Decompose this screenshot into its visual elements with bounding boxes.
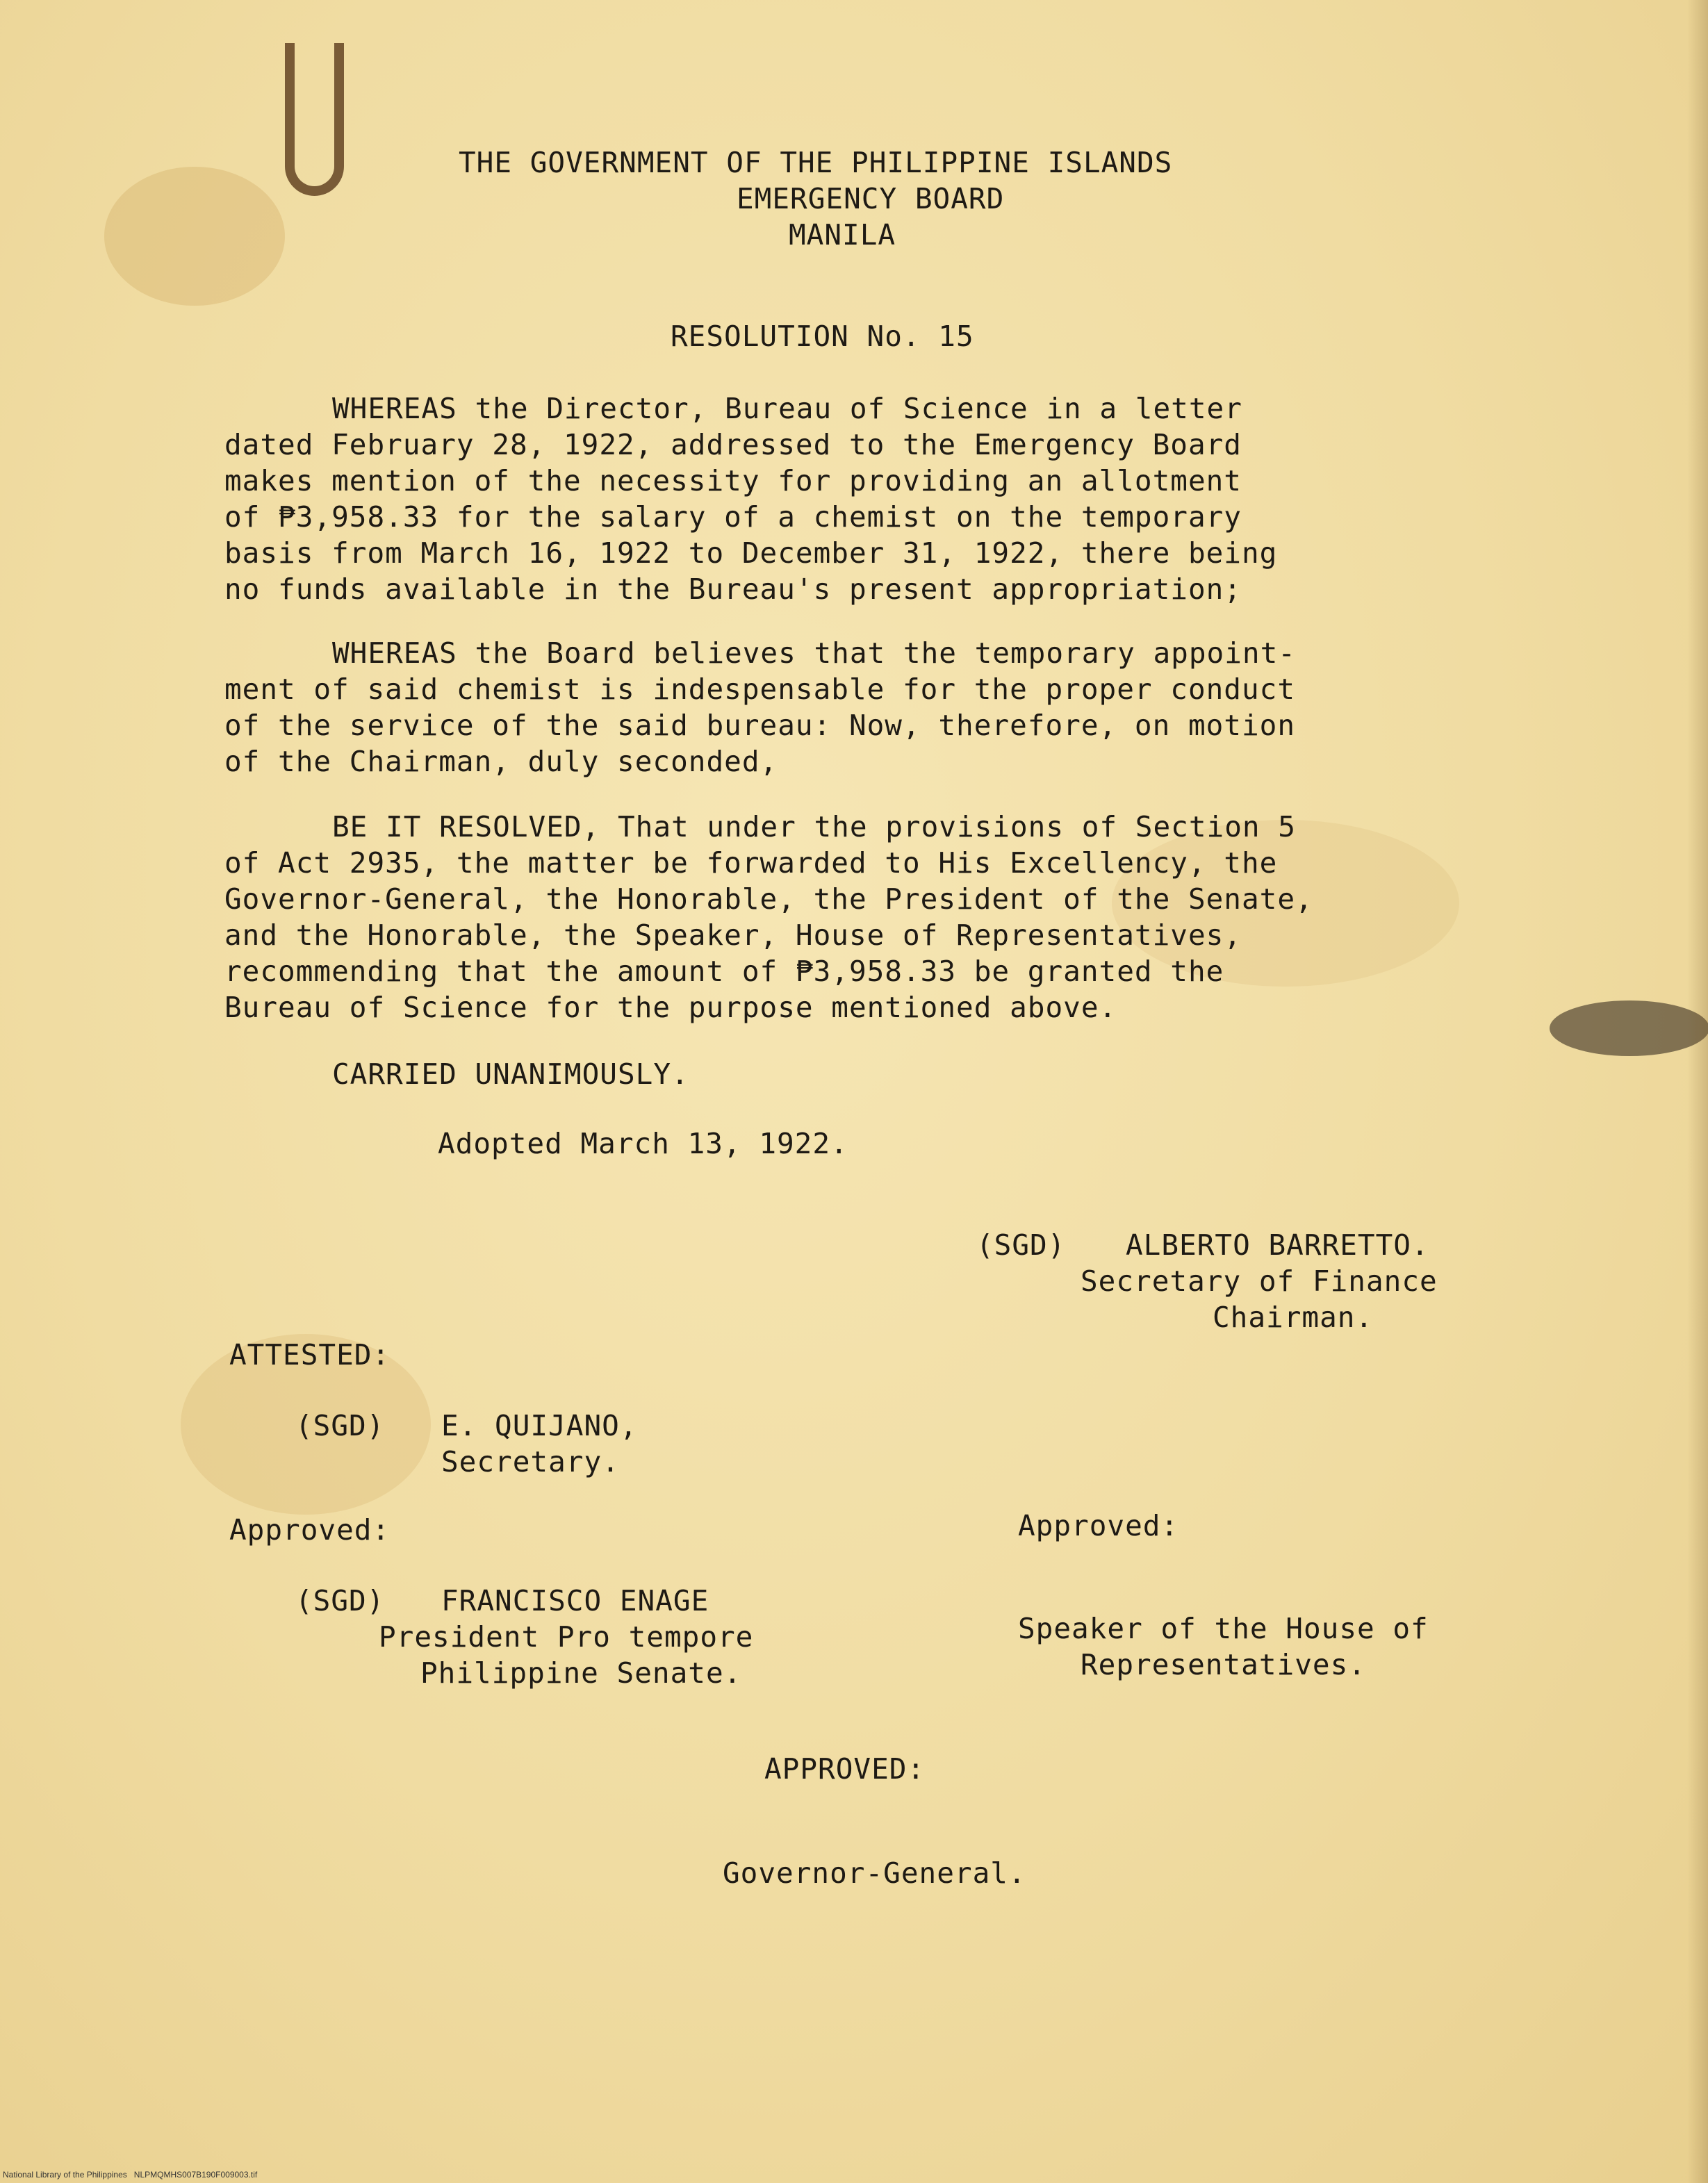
paragraph-line: WHEREAS the Director, Bureau of Science in a letter	[332, 392, 1242, 425]
chairman-title-2: Chairman.	[1213, 1301, 1374, 1334]
paragraph-line: BE IT RESOLVED, That under the provisions of Section 5	[332, 810, 1296, 843]
attested-sgd: (SGD)	[295, 1409, 385, 1442]
page-edge-shadow	[1687, 0, 1708, 2183]
chairman-name: ALBERTO BARRETTO.	[1126, 1228, 1429, 1262]
approved-left-label: Approved:	[229, 1513, 391, 1547]
paper-clip-mark	[285, 43, 344, 196]
paragraph-line: Bureau of Science for the purpose mentioned above.	[224, 991, 1117, 1024]
chairman-title-1: Secretary of Finance	[1081, 1265, 1438, 1298]
paragraph-line: WHEREAS the Board believes that the temporary appoint-	[332, 636, 1296, 670]
approved-right-title-1: Speaker of the House of	[1018, 1612, 1429, 1645]
approved-final-title: Governor-General.	[723, 1856, 1026, 1890]
approved-left-sgd: (SGD)	[295, 1584, 385, 1617]
paragraph-line: ment of said chemist is indespensable for the proper conduct	[224, 673, 1296, 706]
header-line-3: MANILA	[789, 218, 896, 252]
paragraph-line: no funds available in the Bureau's present appropriation;	[224, 572, 1242, 606]
header-line-1: THE GOVERNMENT OF THE PHILIPPINE ISLANDS	[459, 146, 1173, 179]
stain	[104, 167, 285, 306]
chairman-sgd: (SGD)	[976, 1228, 1066, 1262]
approved-right-label: Approved:	[1018, 1509, 1179, 1542]
paragraph-line: of the Chairman, duly seconded,	[224, 745, 778, 778]
paragraph-line: of Act 2935, the matter be forwarded to His Excellency, the	[224, 846, 1278, 880]
paragraph-line: and the Honorable, the Speaker, House of Representatives,	[224, 918, 1242, 952]
paragraph-line: dated February 28, 1922, addressed to the Emergency Board	[224, 428, 1242, 461]
attested-name: E. QUIJANO,	[441, 1409, 638, 1442]
stain	[1550, 1000, 1708, 1056]
attested-label: ATTESTED:	[229, 1338, 391, 1371]
attested-title: Secretary.	[441, 1445, 620, 1478]
adopted-date: Adopted March 13, 1922.	[438, 1127, 848, 1160]
approved-left-name: FRANCISCO ENAGE	[441, 1584, 709, 1617]
approved-final-label: APPROVED:	[764, 1752, 926, 1786]
resolution-title: RESOLUTION No. 15	[671, 320, 974, 353]
approved-right-title-2: Representatives.	[1081, 1648, 1366, 1681]
paragraph-line: of the service of the said bureau: Now, therefore, on motion	[224, 709, 1296, 742]
paragraph-line: of ₱3,958.33 for the salary of a chemist on the temporary	[224, 500, 1242, 534]
approved-left-title-2: Philippine Senate.	[420, 1656, 742, 1690]
carried-unanimously: CARRIED UNANIMOUSLY.	[332, 1057, 689, 1091]
paragraph-line: makes mention of the necessity for providing an allotment	[224, 464, 1242, 497]
archive-footer: National Library of the Philippines NLPMQMHS007B190F009003.tif	[3, 2170, 258, 2180]
paragraph-line: Governor-General, the Honorable, the President of the Senate,	[224, 882, 1313, 916]
paragraph-line: recommending that the amount of ₱3,958.33 be granted the	[224, 955, 1224, 988]
approved-left-title-1: President Pro tempore	[379, 1620, 754, 1654]
header-line-2: EMERGENCY BOARD	[737, 182, 1005, 215]
paragraph-line: basis from March 16, 1922 to December 31, 1922, there being	[224, 536, 1278, 570]
